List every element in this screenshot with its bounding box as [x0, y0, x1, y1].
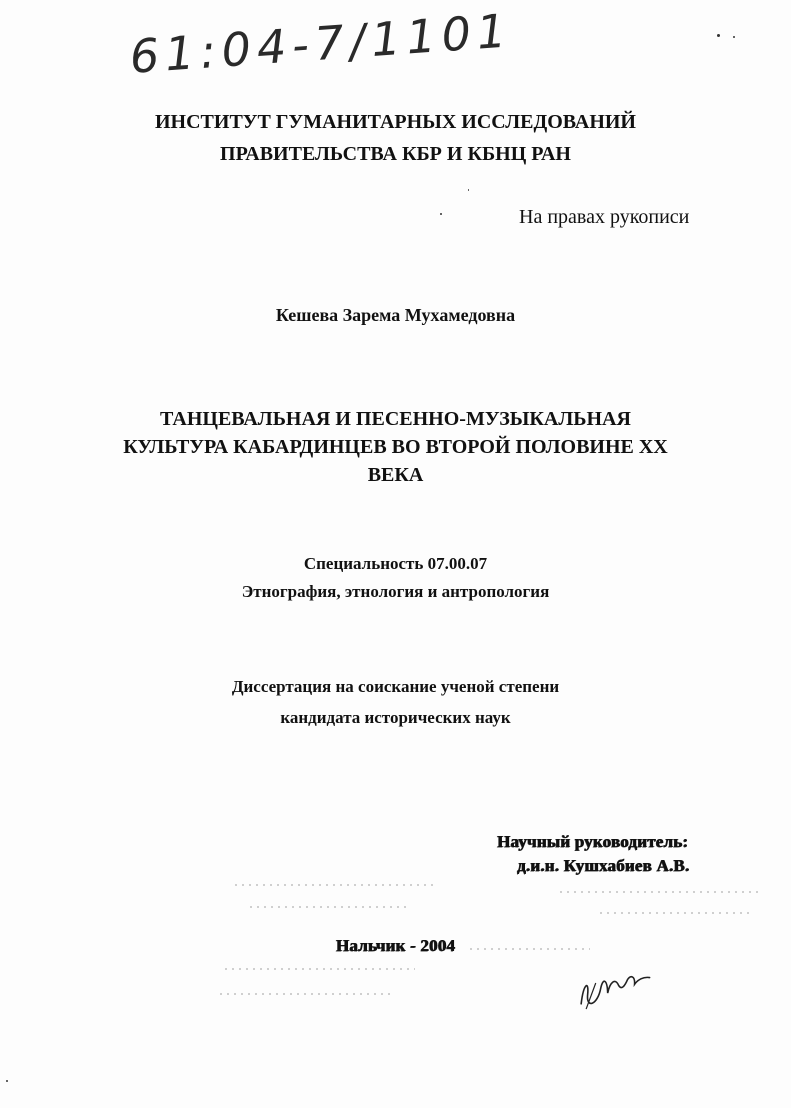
- dissertation-title-line-3: ВЕКА: [367, 464, 424, 486]
- signature-image: [572, 961, 659, 1021]
- scan-speck: [440, 213, 442, 215]
- degree-line-1: Диссертация на соискание ученой степени: [231, 677, 560, 696]
- specialty-name: Этнография, этнология и антропология: [241, 582, 550, 601]
- scan-noise: [250, 906, 410, 908]
- institute-line-2: ПРАВИТЕЛЬСТВА КБР И КБНЦ РАН: [220, 143, 571, 165]
- supervisor-name: д.и.н. Кушхабиев А.В.: [517, 856, 690, 875]
- signature-icon: [572, 961, 658, 1014]
- scan-speck: [733, 36, 735, 38]
- degree-line-2: кандидата исторических наук: [280, 708, 511, 727]
- specialty-code: Специальность 07.00.07: [303, 554, 488, 573]
- institute-line-1: ИНСТИТУТ ГУМАНИТАРНЫХ ИССЛЕДОВАНИЙ: [155, 111, 636, 133]
- scan-noise: [225, 968, 415, 970]
- scan-noise: [600, 912, 750, 914]
- scan-speck: [717, 34, 720, 37]
- scan-noise: [220, 993, 390, 995]
- scan-speck: [6, 1080, 8, 1082]
- supervisor-label: Научный руководитель:: [497, 832, 689, 851]
- scan-noise: [560, 891, 760, 893]
- place-year: Нальчик - 2004: [335, 936, 456, 955]
- manuscript-rights-note: На правах рукописи: [519, 206, 690, 228]
- archive-handwritten-mark: 61:04-7/1101: [128, 3, 514, 84]
- author-name: Кешева Зарема Мухамедовна: [275, 305, 516, 325]
- dissertation-title-line-1: ТАНЦЕВАЛЬНАЯ И ПЕСЕННО-МУЗЫКАЛЬНАЯ: [160, 408, 631, 430]
- dissertation-title-line-2: КУЛЬТУРА КАБАРДИНЦЕВ ВО ВТОРОЙ ПОЛОВИНЕ XX: [123, 436, 668, 458]
- scan-noise: [235, 884, 435, 886]
- scan-speck: [468, 189, 469, 191]
